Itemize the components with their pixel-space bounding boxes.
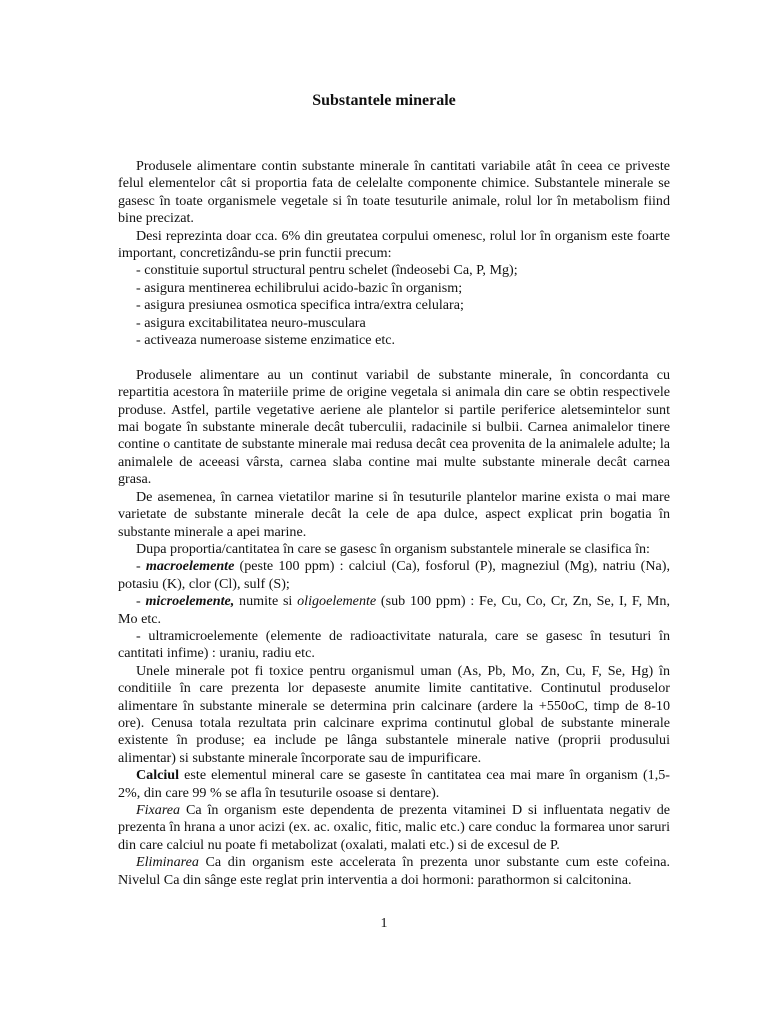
elimination-description: Ca din organism este accelerata în prezenta unor substante cum este cofeina. Nivelul Ca din sânge este reglat prin interventia a doi hormoni: parathormon si calcitonina. [118,854,670,888]
paragraph-gap [118,349,670,366]
page-number: 1 [380,916,388,931]
dash: - [136,593,146,610]
paragraph-marine: De asemenea, în carnea vietatilor marine si în tesuturile plantelor marine exista o mai mare varietate de substante minerale decât la cele de apa dulce, aspect explicat prin bogatia în substante minerale a apei marine. [118,488,670,540]
micro-connector: numite si [234,593,298,610]
list-item: - asigura mentinerea echilibrului acido-bazic în organism; [136,279,463,296]
paragraph-toxicity: Unele minerale pot fi toxice pentru organismul uman (As, Pb, Mo, Zn, Cu, F, Se, Hg) în conditiile în care prezenta lor depaseste anumite limite cantitative. Continutul produselor alimentare în substante minerale se determina prin calcinare (ardere la +550oC, timp de 8-10 ore). Cenusa totala rezultata prin calcinare exprima continutul global de substante minerale existente în produse; ea include pe lânga substantele minerale native (proprii produsului alimentar) si substante minerale încorporate sau de impurificare. [118,662,670,766]
page-title: Substantele minerale [312,92,456,109]
document-body [118,158,670,889]
paragraph-intro: Produsele alimentare contin substante minerale în cantitati variabile atât în ceea ce priveste felul elementelor cât si proportia fata de celelalte componente chimice. Substantele minerale se gasesc în toate organismele vegetale si în toate tesuturile animale, rolul lor în metabolism fiind bine precizat. [118,158,670,227]
term-fixarea: Fixarea [136,802,181,819]
classification-microelements [118,593,670,628]
list-item: - constituie suportul structural pentru schelet (îndeosebi Ca, P, Mg); [136,262,518,279]
dash: - [136,558,146,575]
paragraph-role: Desi reprezinta doar cca. 6% din greutatea corpului omenesc, rolul lor în organism este foarte important, concretizându-se prin functii precum: [118,227,670,262]
micro-description: (sub 100 ppm) : Fe, Cu, Co, Cr, Zn, Se, I, F, Mn, Mo etc. [118,593,671,627]
paragraph-classification: Dupa proportia/cantitatea în care se gasesc în organism substantele minerale se clasifica în: [136,540,650,557]
calcium-description: este elementul mineral care se gaseste în cantitatea cea mai mare în organism (1,5-2%, din care 99 % se afla în tesuturile osoase si dentare). [118,767,670,801]
list-item: - activeaza numeroase sisteme enzimatice etc. [136,332,396,349]
term-oligoelemente: oligoelemente [297,593,377,610]
paragraph-calcium [118,767,670,802]
paragraph-elimination [118,854,670,889]
paragraph-fixation [118,802,670,854]
classification-ultramicroelements: - ultramicroelemente (elemente de radioactivitate naturala, care se gasesc în tesuturi în cantitati infime) : uraniu, radiu etc. [118,627,670,662]
fixation-description: Ca în organism este dependenta de prezenta vitaminei D si influentata negativ de prezenta în hrana a unor acizi (ex. ac. oxalic, fitic, malic etc.) care conduc la formarea unor saruri din care calciul nu poate fi metabolizat (oxalati, malati etc.) si de excesul de P. [118,802,670,853]
paragraph-content-variation: Produsele alimentare au un continut variabil de substante minerale, în concordanta cu repartitia acestora în materiile prime de origine vegetala si animala din care se obtin respectivele produse. Astfel, partile vegetative aeriene ale plantelor si partile periferice aletsemintelor sunt mai bogate în substante minerale decât tuberculii, radacinile si bulbii. Carnea animalelor tinere contine o cantitate de substante minerale mai redusa decât cea provenita de la animalele adulte; la animalele de aceeasi vârsta, carnea slaba contine mai multe substante minerale decât carnea grasa. [118,366,670,488]
classification-macroelements [118,558,670,593]
term-eliminarea: Eliminarea [136,854,199,871]
term-macroelemente: macroelemente [145,558,235,575]
macro-description: (peste 100 ppm) : calciul (Ca), fosforul (P), magneziul (Mg), natriu (Na), potasiu (K), clor (Cl), sulf (S); [118,558,670,592]
term-calciul: Calciul [136,767,180,784]
list-item: - asigura excitabilitatea neuro-musculara [136,314,366,331]
list-item: - asigura presiunea osmotica specifica intra/extra celulara; [136,297,464,314]
term-microelemente: microelemente, [145,593,235,610]
